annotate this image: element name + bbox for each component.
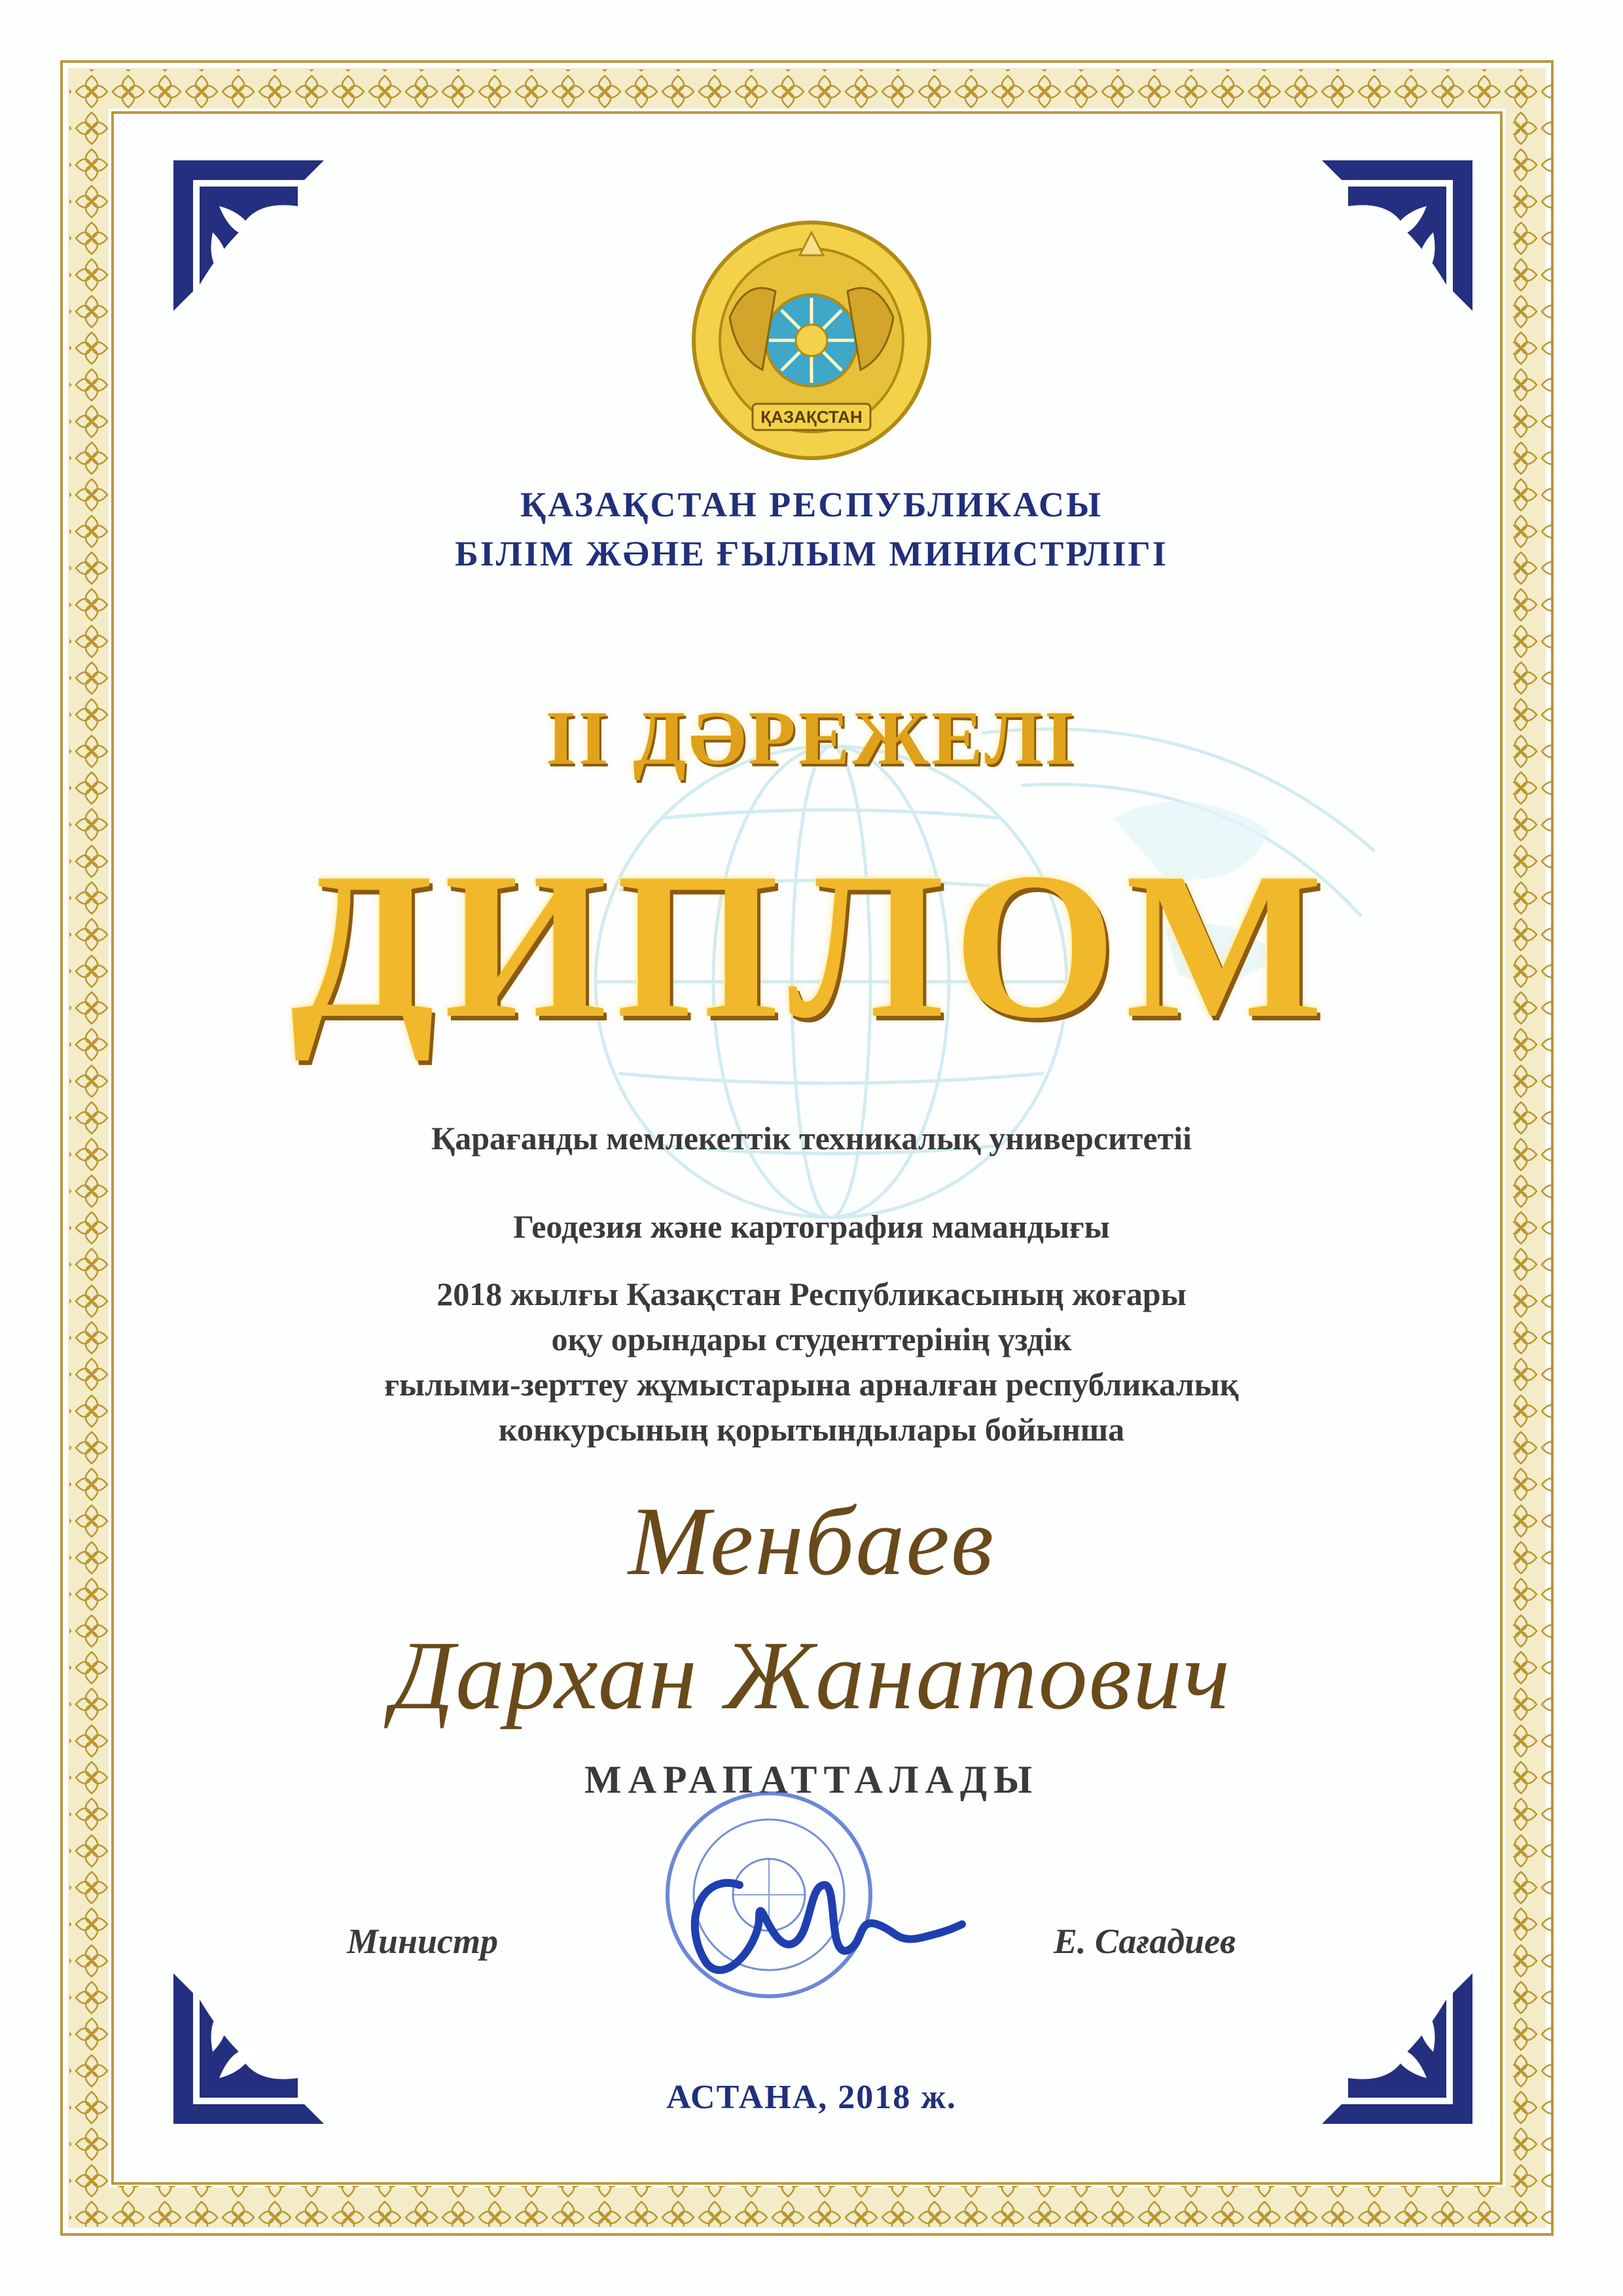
kazakhstan-emblem-icon bbox=[690, 219, 933, 461]
description-line-1: 2018 жылғы Қазақстан Республикасының жоғары bbox=[437, 1276, 1186, 1312]
emblem-text: ҚАЗАҚСТАН bbox=[760, 407, 863, 427]
description-line-4: конкурсының қорытындылары бойынша bbox=[498, 1411, 1125, 1448]
place-and-date: АСТАНА, 2018 ж. bbox=[666, 2079, 957, 2116]
recipient-name: Дархан Жанатович bbox=[391, 1621, 1232, 1730]
recipient-surname: Менбаев bbox=[628, 1487, 995, 1596]
description-line-2: оқу орындары студенттерінің үздік bbox=[551, 1321, 1072, 1357]
signatory-name: Е. Сағадиев bbox=[1054, 1922, 1236, 1961]
ministry-name: БІЛІМ ЖӘНЕ ҒЫЛЫМ МИНИСТРЛІГІ bbox=[455, 534, 1168, 573]
ministry-country: ҚАЗАҚСТАН РЕСПУБЛИКАСЫ bbox=[520, 485, 1103, 524]
corner-ornament-top-right-icon bbox=[1322, 160, 1472, 311]
degree-heading: II ДӘРЕЖЕЛІ bbox=[545, 695, 1078, 781]
diploma-title: ДИПЛОМ bbox=[291, 830, 1332, 1062]
awarded-text: МАРАПАТТАЛАДЫ bbox=[584, 1758, 1039, 1801]
corner-ornament-top-left-icon bbox=[173, 160, 324, 311]
specialty-name: Геодезия және картография мамандығы bbox=[513, 1208, 1110, 1245]
handwritten-signature-icon bbox=[661, 1846, 969, 1996]
description-line-3: ғылыми-зерттеу жұмыстарына арналған республикалық bbox=[384, 1366, 1239, 1403]
signatory-position: Министр bbox=[347, 1922, 499, 1961]
university-name: Қарағанды мемлекеттік техникалық университетіі bbox=[431, 1120, 1192, 1157]
